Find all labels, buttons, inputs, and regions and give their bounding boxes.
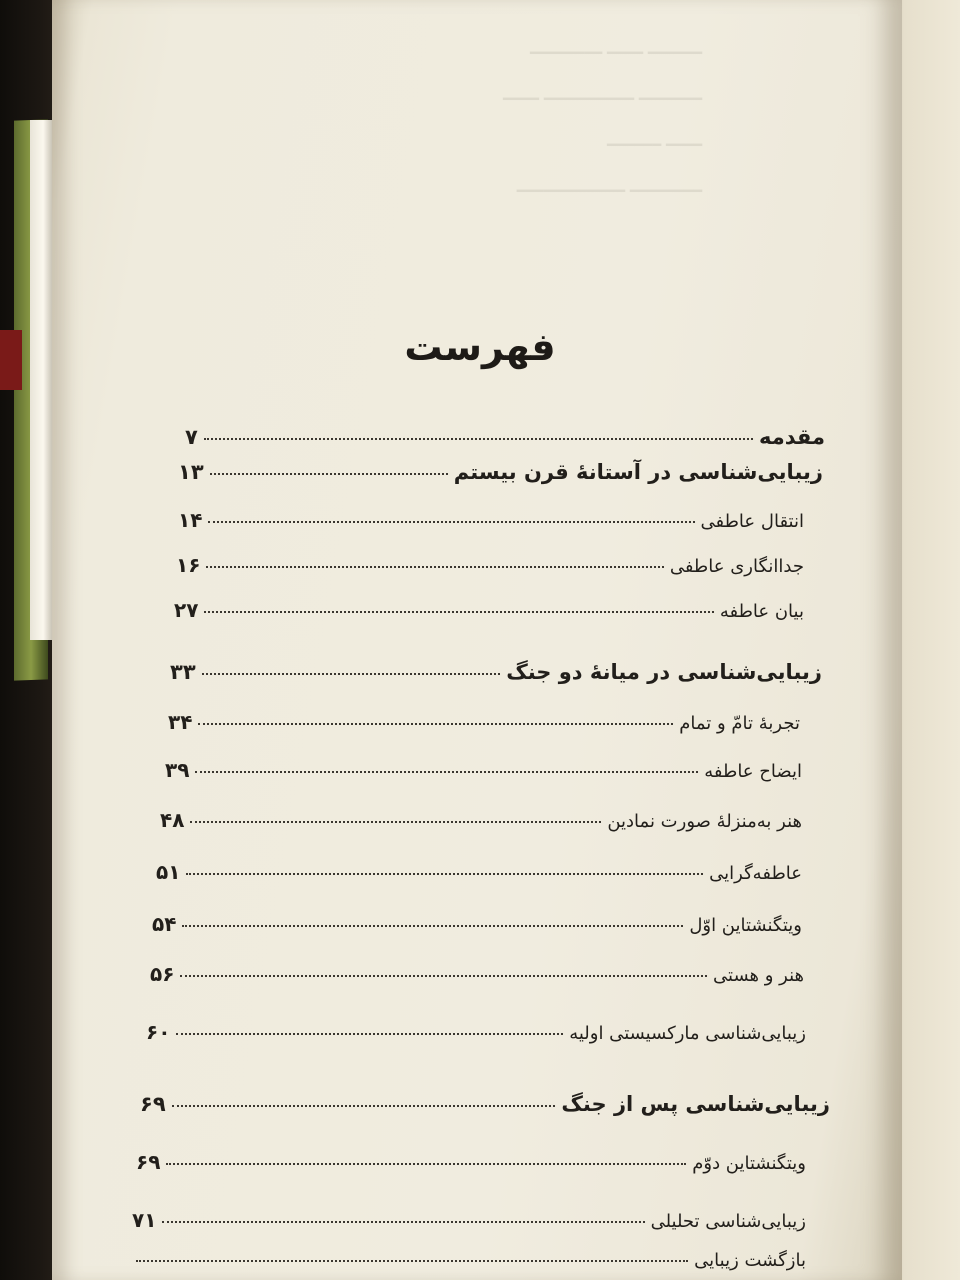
toc-entry-2 xyxy=(178,508,804,532)
toc-entry-10 xyxy=(152,912,802,936)
toc-entry-page: ۶۹ xyxy=(140,1092,166,1116)
toc-entry-label: ویتگنشتاین دوّم xyxy=(692,1153,806,1174)
toc-entry-label: ویتگنشتاین اوّل xyxy=(689,915,802,936)
page-title: فهرست xyxy=(404,325,556,370)
dot-leader xyxy=(186,873,703,875)
toc-entry-label: انتقال عاطفی xyxy=(700,511,804,532)
toc-entry-1 xyxy=(178,460,823,484)
dot-leader xyxy=(208,521,694,523)
toc-entry-16 xyxy=(130,1250,806,1271)
toc-entry-page: ۷۱ xyxy=(132,1208,157,1232)
toc-entry-14 xyxy=(136,1150,806,1174)
toc-entry-label: زیبایی‌شناسی تحلیلی xyxy=(650,1211,806,1232)
dot-leader xyxy=(162,1221,644,1223)
toc-entry-label: بیان عاطفه xyxy=(719,601,804,622)
toc-entry-label: هنر و هستی xyxy=(713,965,804,986)
toc-entry-page: ۳۳ xyxy=(170,660,196,684)
toc-entry-page: ۵۱ xyxy=(156,860,181,884)
toc-entry-label: بازگشت زیبایی xyxy=(694,1250,806,1271)
toc-entry-0 xyxy=(185,425,825,449)
toc-entry-page: ۶۰ xyxy=(146,1020,171,1044)
toc-entry-page: ۳۹ xyxy=(165,758,190,782)
dot-leader xyxy=(195,771,698,773)
toc-entry-label: جداانگاری عاطفی xyxy=(669,556,804,577)
toc-entry-page: ۶۹ xyxy=(136,1150,161,1174)
toc-entry-page: ۴۸ xyxy=(160,808,185,832)
toc-entry-page: ۷ xyxy=(185,425,198,449)
dot-leader xyxy=(190,821,601,823)
toc-entry-label: زیبایی‌شناسی مارکسیستی اولیه xyxy=(569,1023,806,1044)
toc-entry-page: ۵۴ xyxy=(152,912,177,936)
dot-leader xyxy=(204,438,753,440)
toc-entry-label: مقدمه xyxy=(759,425,825,449)
toc-entry-3 xyxy=(176,553,804,577)
toc-entry-4 xyxy=(174,598,804,622)
toc-entry-5 xyxy=(170,660,822,684)
toc-entry-label: زیبایی‌شناسی در آستانهٔ قرن بیستم xyxy=(453,460,823,484)
toc-entry-12 xyxy=(146,1020,806,1044)
dot-leader xyxy=(210,473,448,475)
show-through-text: ━━━━━━ ━━━━ ━━━━━━━━ ━━━━━━━ ━━━━━━━━━━ ━━━━ ━━━━ ━━━━━━ ━━━━━━━━ ━━━━━━━━━━━━ xyxy=(502,44,702,200)
toc-entry-label: زیبایی‌شناسی در میانهٔ دو جنگ xyxy=(506,660,822,684)
toc-entry-7 xyxy=(165,758,802,782)
dot-leader xyxy=(136,1260,688,1262)
toc-entry-6 xyxy=(168,710,800,734)
toc-entry-9 xyxy=(156,860,802,884)
toc-entry-page: ۵۶ xyxy=(150,962,175,986)
toc-entry-15 xyxy=(132,1208,806,1232)
toc-entry-label: عاطفه‌گرایی xyxy=(709,863,802,884)
dot-leader xyxy=(172,1105,556,1107)
toc-entry-8 xyxy=(160,808,802,832)
dot-leader xyxy=(206,566,663,568)
dot-leader xyxy=(202,673,501,675)
toc-entry-label: تجربهٔ تامّ و تمام xyxy=(679,713,800,734)
dot-leader xyxy=(176,1033,563,1035)
dot-leader xyxy=(180,975,707,977)
toc-entry-page: ۱۳ xyxy=(178,460,204,484)
dot-leader xyxy=(166,1163,686,1165)
dot-leader xyxy=(204,611,713,613)
toc-entry-label: زیبایی‌شناسی پس از جنگ xyxy=(561,1092,830,1116)
toc-entry-page: ۱۶ xyxy=(176,553,201,577)
toc-entry-11 xyxy=(150,962,804,986)
toc-entry-page: ۲۷ xyxy=(174,598,199,622)
toc-entry-page: ۳۴ xyxy=(168,710,193,734)
toc-entry-label: هنر به‌منزلهٔ صورت نمادین xyxy=(607,811,802,832)
toc-entry-label: ایضاح عاطفه xyxy=(704,761,802,782)
toc-entry-page: ۱۴ xyxy=(178,508,203,532)
toc-entry-13 xyxy=(140,1092,830,1116)
dot-leader xyxy=(198,723,673,725)
dot-leader xyxy=(182,925,683,927)
